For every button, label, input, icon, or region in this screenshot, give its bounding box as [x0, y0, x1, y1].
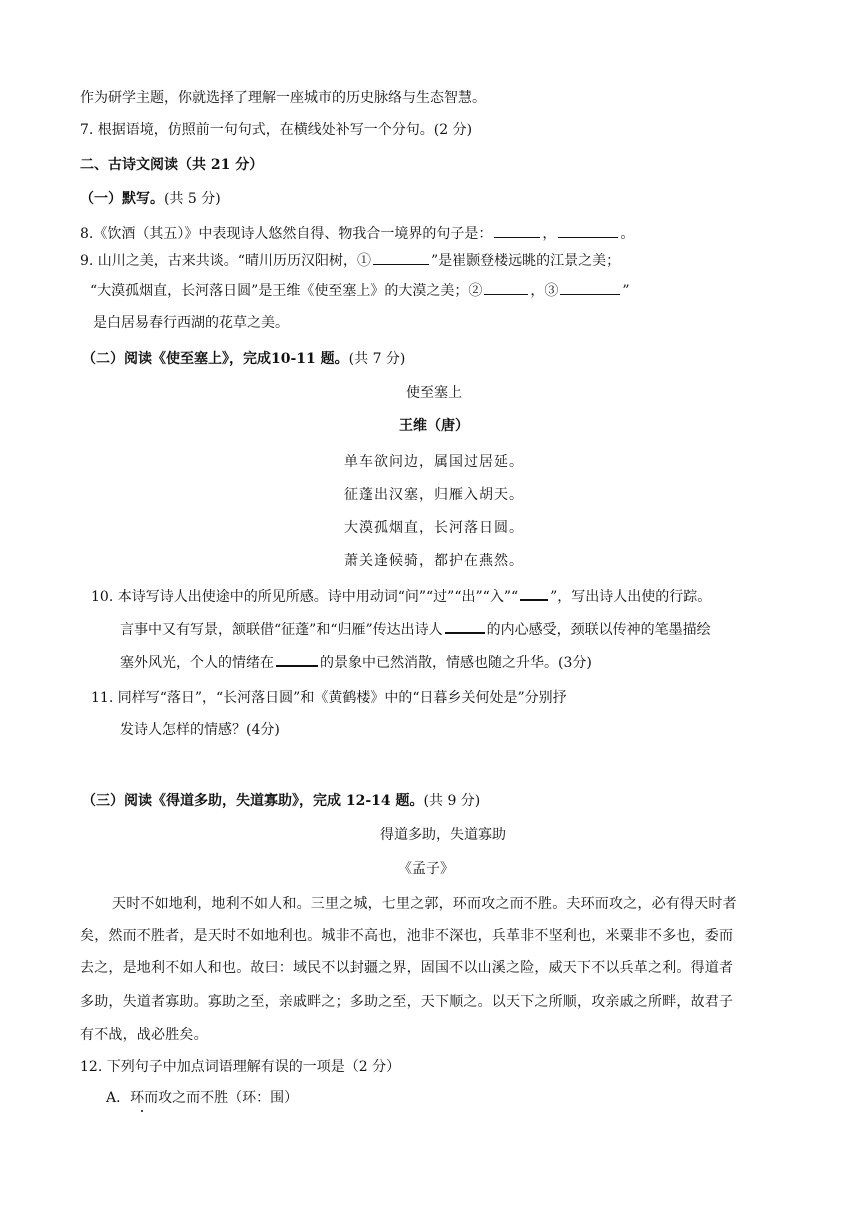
part-2-title: （二）阅读《使至塞上》，完成10-11 题。: [82, 351, 349, 367]
question-10-text: 的景象中已然消散，情感也随之升华。(3分): [320, 655, 592, 671]
question-9-text: ”: [622, 283, 630, 299]
emphasis-dot: [141, 1110, 143, 1112]
question-8: [80, 224, 634, 244]
poem-author: 王维（唐）: [399, 418, 469, 434]
part-3-heading: [82, 791, 480, 811]
poem-line: 萧关逢候骑，都护在燕然。: [344, 553, 524, 569]
poem-line: 大漠孤烟直，长河落日圆。: [344, 520, 524, 536]
question-9-line-1: [80, 251, 620, 271]
answer-blank-3[interactable]: [560, 281, 620, 295]
part-2-score: (共 7 分): [348, 351, 406, 367]
intro-line: 作为研学主题，你就选择了理解一座城市的历史脉络与生态智慧。: [80, 90, 486, 106]
question-12: 12. 下列句子中加点词语理解有误的一项是（2 分）: [80, 1059, 401, 1075]
section-2-title: 二、古诗文阅读（共 21 分）: [80, 157, 264, 173]
question-8-separator: ，: [542, 226, 557, 242]
passage-line: 多助，失道者寡助。寡助之至，亲戚畔之；多助之至，天下顺之。以天下之所顺，攻亲戚之所畔，故君子: [80, 994, 734, 1010]
question-11-line-2: 发诗人怎样的情感？(4分): [120, 722, 280, 738]
question-9-text: “大漠孤烟直，长河落日圆”是王维《使至塞上》的大漠之美；②: [90, 283, 483, 299]
part-1-title: （一）默写。: [80, 191, 164, 207]
question-10-text: 塞外风光，个人的情绪在: [120, 655, 274, 671]
passage-line: 天时不如地利，地利不如人和。三里之城，七里之郭，环而攻之而不胜。夫环而攻之，必有得天时者: [112, 896, 737, 912]
passage-title: 得道多助，失道寡助: [380, 827, 506, 843]
answer-blank[interactable]: [558, 224, 618, 238]
question-10-text: 言事中又有写景，颔联借“征蓬”和“归雁”传达出诗人: [120, 622, 443, 638]
part-1-score: (共 5 分): [164, 191, 221, 207]
part-1-heading: [80, 189, 221, 209]
question-7: 7. 根据语境，仿照前一句句式，在横线处补写一个分句。(2 分): [80, 122, 473, 138]
answer-blank[interactable]: [494, 224, 540, 238]
question-9-text: 9. 山川之美，古来共谈。“晴川历历汉阳树，①: [80, 253, 371, 269]
question-10-text: 10. 本诗写诗人出使途中的所见所感。诗中用动词“问”“过”“出”“入”“: [91, 589, 519, 605]
question-8-end: 。: [620, 226, 635, 242]
question-11-line-1: 11. 同样写“落日”，“长河落日圆”和《黄鹤楼》中的“日暮乡关何处是”分别抒: [91, 690, 567, 706]
question-10-line-3: [120, 652, 592, 673]
question-10-line-2: [120, 619, 711, 640]
question-8-text: 8.《饮酒（其五）》中表现诗人悠然自得、物我合一境界的句子是：: [80, 226, 493, 242]
poem-line: 征蓬出汉塞，归雁入胡天。: [344, 487, 524, 503]
question-10-text: ”，写出诗人出使的行踪。: [550, 589, 712, 605]
question-12-option-a: A．环而攻之而不胜（环：围）: [106, 1090, 299, 1106]
question-10-text: 的内心感受，颈联以传神的笔墨描绘: [486, 622, 711, 638]
answer-blank-2[interactable]: [484, 281, 528, 295]
passage-source: 《孟子》: [398, 861, 454, 877]
question-9-line-2: [90, 281, 630, 301]
question-9-line-3: 是白居易春行西湖的花草之美。: [93, 315, 289, 331]
answer-blank-1[interactable]: [373, 251, 429, 265]
question-9-text: ，③: [530, 283, 559, 299]
passage-line: 有不战，战必胜矣。: [80, 1027, 208, 1043]
poem-title: 使至塞上: [406, 385, 462, 401]
part-3-title: （三）阅读《得道多助，失道寡助》，完成 12-14 题。: [82, 793, 424, 809]
question-9-text: ”是崔颢登楼远眺的江景之美；: [430, 253, 621, 269]
answer-blank[interactable]: [276, 652, 318, 667]
answer-blank[interactable]: [445, 619, 485, 634]
part-2-heading: [82, 349, 405, 369]
poem-line: 单车欲问边，属国过居延。: [344, 454, 524, 470]
answer-blank[interactable]: [520, 586, 548, 601]
question-10-line-1: [91, 586, 711, 607]
part-3-score: (共 9 分): [423, 793, 481, 809]
passage-line: 矣，然而不胜者，是天时不如地利也。城非不高也，池非不深也，兵革非不坚利也，米粟非不多也，委而: [80, 928, 734, 944]
passage-line: 去之，是地利不如人和也。故曰：域民不以封疆之界，固国不以山溪之险，威天下不以兵革之利。得道者: [80, 960, 734, 976]
